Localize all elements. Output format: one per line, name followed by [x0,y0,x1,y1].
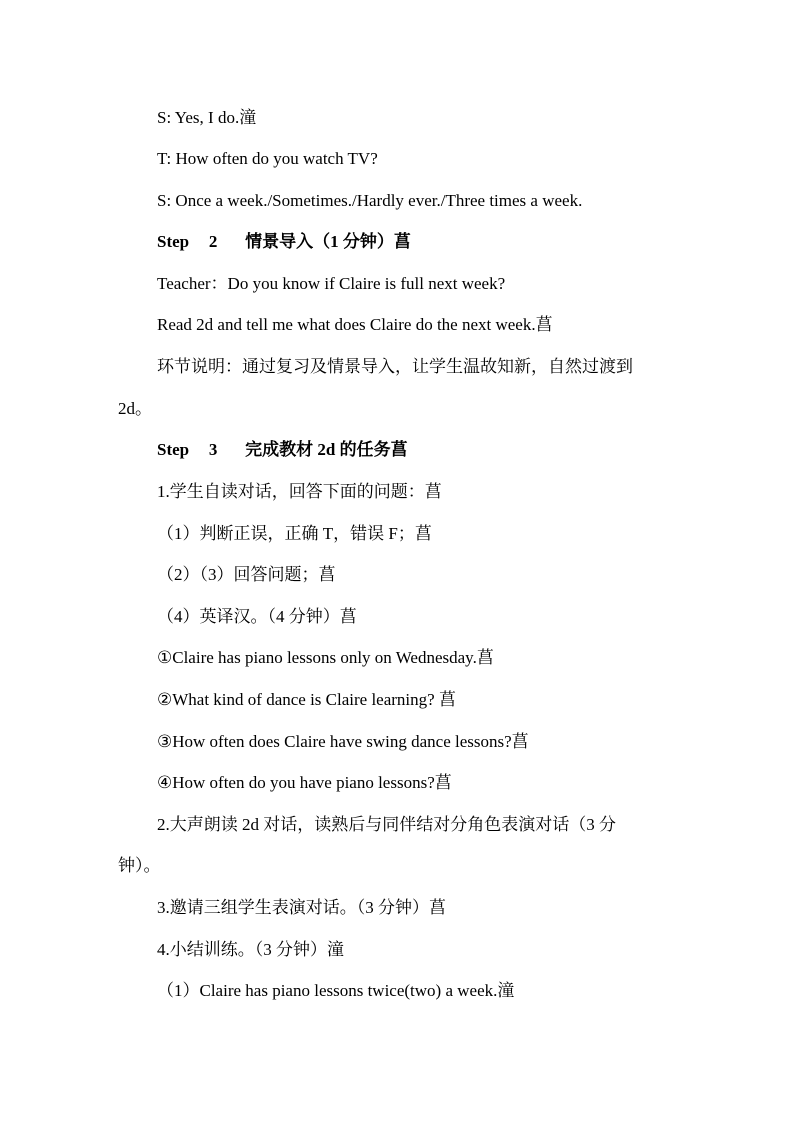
task-4-sub-1: （1）Claire has piano lessons twice(two) a week.潼 [157,981,515,1000]
step-title: 完成教材 2d 的任务菖 [245,440,408,459]
dialogue-line-teacher-question: T: How often do you watch TV? [157,149,378,168]
step-number: 3 [208,440,218,459]
section-explanation-line-1: 环节说明：通过复习及情景导入，让学生温故知新，自然过渡到 [157,357,633,376]
step-2-heading [157,231,411,253]
task-4-instruction: 4.小结训练。（3 分钟）潼 [157,940,344,959]
question-item-4: ④How often do you have piano lessons?菖 [157,773,452,792]
step-3-heading [157,439,408,461]
teacher-prompt-line: Teacher：Do you know if Claire is full next week? [157,274,506,293]
task-3-instruction: 3.邀请三组学生表演对话。（3 分钟）菖 [157,898,446,917]
section-explanation-line-2: 2d。 [118,399,152,418]
task-1-sub-2-3: （2）（3）回答问题；菖 [157,565,336,584]
step-title: 情景导入（1 分钟）菖 [245,232,411,251]
step-number: 2 [208,232,218,251]
step-word: Step [157,232,190,251]
task-2-instruction-line-1: 2.大声朗读 2d 对话，读熟后与同伴结对分角色表演对话（3 分 [157,815,616,834]
dialogue-line-student-answers: S: Once a week./Sometimes./Hardly ever./Three times a week. [157,191,583,210]
task-1-sub-4: （4）英译汉。（4 分钟）菖 [157,607,357,626]
task-1-sub-1: （1）判断正误，正确 T，错误 F；菖 [157,524,432,543]
dialogue-line-student-yes: S: Yes, I do.潼 [157,108,257,127]
read-2d-instruction: Read 2d and tell me what does Claire do the next week.菖 [157,315,553,334]
step-word: Step [157,440,190,459]
question-item-2: ②What kind of dance is Claire learning? 菖 [157,690,456,709]
question-item-1: ①Claire has piano lessons only on Wednesday.菖 [157,648,494,667]
task-2-instruction-line-2: 钟）。 [118,856,161,875]
question-item-3: ③How often does Claire have swing dance lessons?菖 [157,732,529,751]
task-1-instruction: 1.学生自读对话，回答下面的问题：菖 [157,482,442,501]
